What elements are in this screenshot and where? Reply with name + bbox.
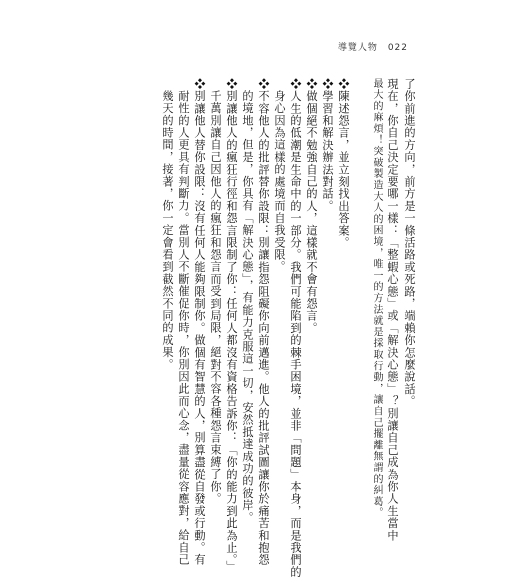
bullet-continuation: 身心因為這樣的處境而自我受限。 (273, 90, 286, 273)
bullet-continuation: 幾天的時間，接著，你一定會看到截然不同的成果。 (161, 90, 174, 371)
bullet-item: ❖別讓他人的瘋狂行徑和怨言限制了你：任何人都沒有資格告訴你：「你的能力到此為止。」 (225, 78, 238, 573)
bullet-continuation: 耐性的人更具有判斷力。當別人不斷催促你時，你別因此而心念，盡量從容應對，給自己 (177, 90, 190, 566)
running-header (338, 40, 408, 53)
bullet-continuation: 的境地，但是，你具有「解決心態」，有能力克服這一切，安然抵達成功的彼岸。 (241, 90, 254, 524)
bullet-continuation: 千萬別讓自己因他人的瘋狂和怨言而受到局限，絕對不容各種怨言束縛了你。 (209, 90, 222, 505)
bullet-item: ❖學習和解決辦法對話。 (321, 78, 334, 213)
text-column-emphasis: 最大的麻煩！突破製造大人的困境，唯一的方法就是採取行動，讓自己擺離無謂的糾葛。 (371, 78, 382, 519)
text-column: 了你前進的方向，前方是一條活路或死路，端賴你怎麼說話。 (403, 78, 416, 408)
bullet-item: ❖不容他人的批評替你設限：別讓指怨阻礙你向前邁進。他人的批評試圖讓你於痛苦和抱怨 (257, 78, 270, 566)
page-number: 022 (387, 43, 408, 53)
header-title: 導覽人物 (337, 43, 378, 53)
bullet-item: ❖做個絕不勉強自己的人，這樣就不會有怨言。 (305, 78, 318, 335)
bullet-item: ❖別讓他人替你設限：沒有任何人能夠限制你。做個有智慧的人，別算盡從自發或行動。有 (193, 78, 206, 566)
bullet-item: ❖人生的低潮是生命中的一部分。我們可能陷到的棘手困境，並非「問題」本身，而是我們的 (289, 78, 302, 578)
text-column: 現在，你自己決定要哪一樣：「整蝦心態」或「解決心態」？別讓自己成為你人生當中 (386, 78, 399, 542)
bullet-item: ❖陳述怨言，並立刻找出答案。 (337, 78, 350, 249)
page-body (106, 78, 416, 578)
